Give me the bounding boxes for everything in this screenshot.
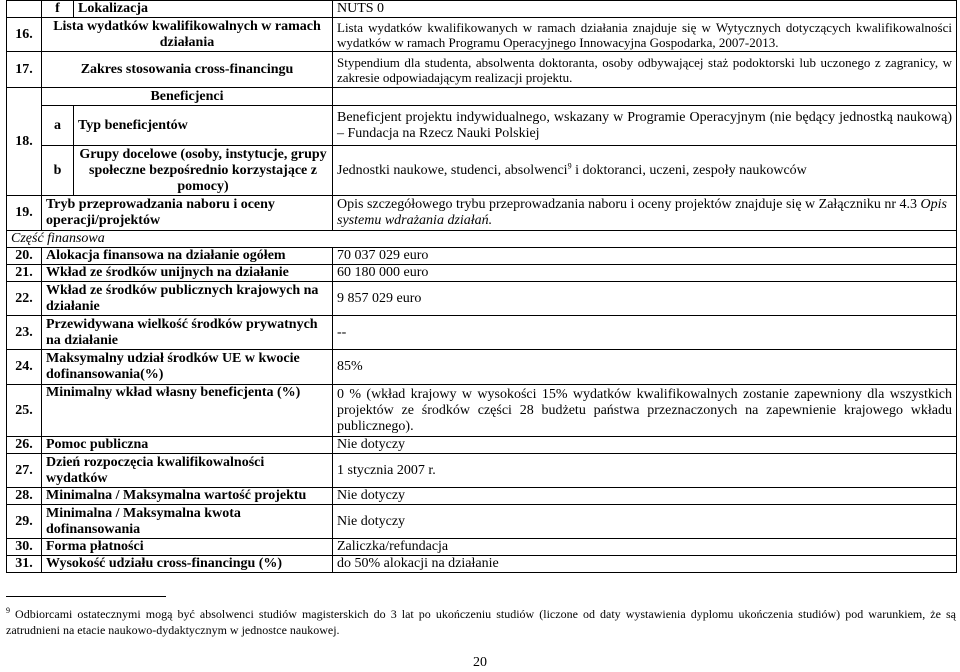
row-value: Beneficjent projektu indywidualnego, wskazany w Programie Operacyjnym (nie będący jednostką naukową) – Fundacja na Rzecz Nauki Polskiej [333, 106, 957, 146]
value-link-text: Opis systemu wdrażania działań. [337, 197, 947, 228]
row-label: Tryb przeprowadzania naboru i oceny operacji/projektów [42, 196, 333, 231]
row-value: 1 stycznia 2007 r. [333, 454, 957, 488]
section-title: Część finansowa [7, 231, 957, 248]
row-letter: a [42, 106, 74, 146]
row-number: 28. [7, 488, 42, 505]
footnote-ref[interactable]: 9 [567, 160, 572, 170]
row-24 [7, 350, 957, 385]
row-number: 17. [7, 52, 42, 88]
measure-table [6, 0, 957, 573]
row-29 [7, 505, 957, 539]
row-label: Alokacja finansowa na działanie ogółem [42, 248, 333, 265]
row-lokalizacja [7, 1, 957, 18]
row-number: 20. [7, 248, 42, 265]
row-value: 9 857 029 euro [333, 282, 957, 316]
value-text: Jednostki naukowe, studenci, absolwenci [337, 162, 568, 178]
row-letter: b [42, 146, 74, 196]
row-number: 29. [7, 505, 42, 539]
row-value: Zaliczka/refundacja [333, 539, 957, 556]
row-23 [7, 316, 957, 350]
footnote-mark: 9 [6, 606, 10, 615]
row-value: 0 % (wkład krajowy w wysokości 15% wydatków kwalifikowalnych zostanie zapewniony dla wszystkich projektów ze środków części 28 budżetu państwa przeznaczonych na zapewnienie krajowego wkładu publicznego). [333, 385, 957, 437]
row-label: Maksymalny udział środków UE w kwocie dofinansowania(%) [42, 350, 333, 385]
value-text: Lista wydatków kwalifikowanych w ramach działania znajduje się w Wytycznych dotyczących kwalifikowalności wydatków w ramach Programu Operacyjnego Innowacyjna Gospodarka, 2007-2013. [337, 19, 952, 50]
row-label: Forma płatności [42, 539, 333, 556]
row-number: 18. [7, 88, 42, 196]
row-number: 23. [7, 316, 42, 350]
row-value: 60 180 000 euro [333, 265, 957, 282]
row-number: 16. [7, 18, 42, 52]
row-number: 26. [7, 437, 42, 454]
row-number: 25. [7, 385, 42, 437]
row-label: Wkład ze środków publicznych krajowych na działanie [42, 282, 333, 316]
row-number: 22. [7, 282, 42, 316]
row-value: Nie dotyczy [333, 488, 957, 505]
row-number: 21. [7, 265, 42, 282]
row-value: -- [333, 316, 957, 350]
row-25 [7, 385, 957, 437]
row-19 [7, 196, 957, 231]
row-31 [7, 556, 957, 573]
row-label: Lista wydatków kwalifikowalnych w ramach działania [42, 18, 333, 52]
row-28 [7, 488, 957, 505]
row-number: 24. [7, 350, 42, 385]
row-16 [7, 18, 957, 52]
row-label: Wkład ze środków unijnych na działanie [42, 265, 333, 282]
row-value [333, 146, 957, 196]
section-financial [7, 231, 957, 248]
value-text: i doktoranci, uczeni, zespoły naukowców [571, 162, 807, 178]
row-value: 85% [333, 350, 957, 385]
row-number: 30. [7, 539, 42, 556]
row-label: Grupy docelowe (osoby, instytucje, grupy społeczne bezpośrednio korzystające z pomocy) [74, 146, 333, 196]
row-label: Dzień rozpoczęcia kwalifikowalności wydatków [42, 454, 333, 488]
row-18a [7, 106, 957, 146]
row-label: Zakres stosowania cross-financingu [42, 52, 333, 88]
row-30 [7, 539, 957, 556]
row-label: Przewidywana wielkość środków prywatnych na działanie [42, 316, 333, 350]
row-letter: f [42, 1, 74, 18]
row-number: 19. [7, 196, 42, 231]
row-label: Minimalna / Maksymalna wartość projektu [42, 488, 333, 505]
row-value: do 50% alokacji na działanie [333, 556, 957, 573]
row-value: Stypendium dla studenta, absolwenta doktoranta, osoby odbywającej staż podoktorski lub uczonego z zagranicy, w zakresie odpowiadającym realizacji projektu. [333, 52, 957, 88]
row-label: Minimalna / Maksymalna kwota dofinansowania [42, 505, 333, 539]
row-27 [7, 454, 957, 488]
row-label: Minimalny wkład własny beneficjenta (%) [42, 385, 333, 437]
row-value: NUTS 0 [333, 1, 957, 18]
row-label: Wysokość udziału cross-financingu (%) [42, 556, 333, 573]
footnote-divider [6, 596, 166, 597]
row-22 [7, 282, 957, 316]
row-label: Beneficjenci [42, 88, 333, 106]
row-value: 70 037 029 euro [333, 248, 957, 265]
row-number: 31. [7, 556, 42, 573]
row-17 [7, 52, 957, 88]
row-label: Lokalizacja [74, 1, 333, 18]
footnote-text: Odbiorcami ostatecznymi mogą być absolwenci studiów magisterskich do 3 lat po ukończeniu studiów (liczone od daty wystawienia dyplomu ukończenia studiów) pod warunkiem, że są zatrudnieni na etacie naukowo-dydaktycznym w jednostce naukowej. [6, 607, 956, 637]
row-number: 27. [7, 454, 42, 488]
row-value: Nie dotyczy [333, 505, 957, 539]
document-page [6, 0, 956, 573]
row-20 [7, 248, 957, 265]
page-number: 20 [473, 655, 487, 670]
row-value [333, 18, 957, 52]
row-value: Nie dotyczy [333, 437, 957, 454]
row-value [333, 196, 957, 231]
footnote [6, 606, 956, 638]
row-18b [7, 146, 957, 196]
value-text: Opis szczegółowego trybu przeprowadzania naboru i oceny projektów znajduje się w Załączniku nr 4.3 [337, 197, 921, 212]
row-26 [7, 437, 957, 454]
row-18-header [7, 88, 957, 106]
row-label: Typ beneficjentów [74, 106, 333, 146]
row-label: Pomoc publiczna [42, 437, 333, 454]
row-21 [7, 265, 957, 282]
